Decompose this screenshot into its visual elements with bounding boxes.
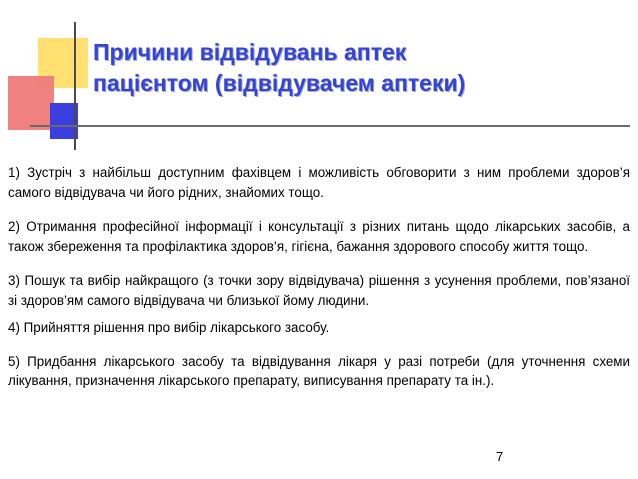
reason-paragraph-4: 4) Прийняття рішення про вибір лікарського засобу. xyxy=(8,320,330,335)
reason-paragraph-5: 5) Придбання лікарського засобу та відвідування лікаря у разі потреби (для уточнення схеми лікування, призначення лікарського препарату, виписування препарату та ін.). xyxy=(8,353,630,388)
reason-paragraph-1: 1) Зустріч з найбільш доступним фахівцем і можливість обговорити з ним проблеми здоров’я самого відвідувача чи його рідних, знайомих тощо. xyxy=(8,165,630,200)
page-number: 7 xyxy=(496,449,504,464)
slide-title-line-2: пацієнтом (відвідувачем аптеки) xyxy=(93,70,466,96)
decorative-red-square xyxy=(8,76,54,130)
reason-paragraph-3: 3) Пошук та вибір найкращого (з точки зору відвідувача) рішення з усунення проблеми, пов’язаної зі здоров’ям самого відвідувача чи близької йому людини. xyxy=(8,273,630,308)
slide-body xyxy=(8,163,630,391)
decorative-horizontal-line xyxy=(30,125,630,127)
decorative-vertical-line xyxy=(74,22,76,150)
slide-title-line-1: Причини відвідувань аптек xyxy=(93,39,407,65)
reason-paragraph-2: 2) Отримання професійної інформації і консультації з різних питань щодо лікарських засобів, а також збереження та профілактика здоров’я, гігієна, бажання здорового способу життя тощо. xyxy=(8,219,630,254)
slide-title xyxy=(93,37,613,99)
